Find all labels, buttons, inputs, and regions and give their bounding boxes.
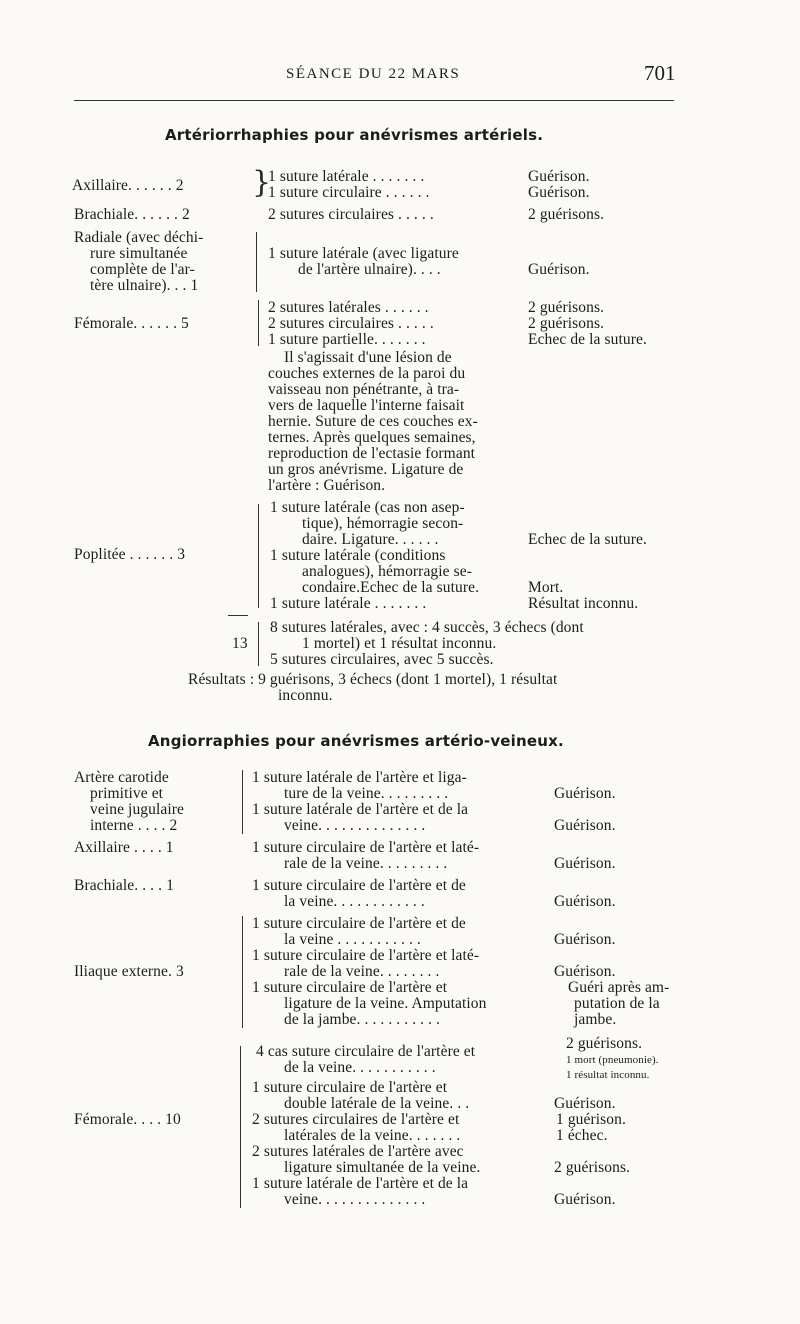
s1-femorale-l2: 2 sutures circulaires . . . . .	[268, 315, 434, 332]
s2-carotide-r4: Guérison.	[554, 817, 616, 834]
s1-total-l2: 1 mortel) et 1 résultat inconnu.	[302, 635, 497, 652]
femorale-note-line: vers de laquelle l'interne faisait	[268, 397, 465, 414]
section2-title: Angiorraphies pour anévrismes artério-veineux.	[148, 732, 564, 750]
brace	[256, 232, 257, 292]
brace	[258, 504, 259, 608]
s1-radiale-l1: 1 suture latérale (avec ligature	[268, 245, 459, 262]
femorale-note-line: vaisseau non pénétrante, à tra-	[268, 381, 460, 398]
s2-brachiale-r2: Guérison.	[554, 893, 616, 910]
s2-iliaque-l5: 1 suture circulaire de l'artère et	[252, 979, 448, 996]
s2-femorale-l7: 2 sutures latérales de l'artère avec	[252, 1143, 464, 1160]
s1-axillaire-r2: Guérison.	[528, 184, 590, 201]
femorale-note-line: hernie. Suture de ces couches ex-	[268, 413, 478, 430]
s2-femorale-l3: 1 suture circulaire de l'artère et	[252, 1079, 448, 1096]
s1-poplitee-l7: 1 suture latérale . . . . . . .	[270, 595, 427, 612]
s1-poplitee-l1: 1 suture latérale (cas non asep-	[270, 499, 465, 516]
s1-femorale-r1: 2 guérisons.	[528, 299, 605, 316]
femorale-note-line: couches externes de la paroi du	[268, 365, 466, 382]
s2-femorale-label: Fémorale. . . . 10	[74, 1111, 181, 1128]
s1-radiale-label: rure simultanée	[90, 245, 188, 262]
s2-femorale-l4: double latérale de la veine. . .	[284, 1095, 470, 1112]
femorale-note-line: reproduction de l'ectasie formant	[268, 445, 476, 462]
s1-poplitee-r3: Echec de la suture.	[528, 531, 647, 548]
brace	[258, 300, 259, 346]
s1-radiale-r2: Guérison.	[528, 261, 590, 278]
s1-axillaire-r1: Guérison.	[528, 168, 590, 185]
section1-title: Artériorrhaphies pour anévrismes artériels.	[165, 126, 544, 144]
s2-brachiale-l1: 1 suture circulaire de l'artère et de	[252, 877, 466, 894]
s2-femorale-r8: 2 guérisons.	[554, 1159, 631, 1176]
s2-brachiale-label: Brachiale. . . . 1	[74, 877, 174, 894]
brace	[240, 1046, 241, 1208]
s2-femorale-r2: 1 mort (pneumonie).	[566, 1054, 659, 1066]
brace	[242, 770, 243, 834]
s1-brachiale-label: Brachiale. . . . . . 2	[74, 206, 190, 223]
s2-carotide-label: veine jugulaire	[90, 801, 185, 818]
s1-femorale-label: Fémorale. . . . . . 5	[74, 315, 189, 332]
brace: }	[252, 165, 272, 200]
s1-radiale-label: tère ulnaire). . . 1	[90, 277, 199, 294]
s1-axillaire-label: Axillaire. . . . . . 2	[72, 177, 184, 194]
s1-resultats-l2: inconnu.	[278, 687, 333, 704]
s2-femorale-r1: 2 guérisons.	[566, 1035, 643, 1052]
s1-poplitee-l3: daire. Ligature. . . . . .	[302, 531, 439, 548]
s2-femorale-l6: latérales de la veine. . . . . . .	[284, 1127, 461, 1144]
s2-iliaque-r5: Guéri après am-	[568, 979, 670, 996]
s2-iliaque-l2: la veine . . . . . . . . . . .	[284, 931, 421, 948]
s1-poplitee-r6: Mort.	[528, 579, 564, 596]
s2-femorale-l8: ligature simultanée de la veine.	[284, 1159, 481, 1176]
s1-radiale-label: complète de l'ar-	[90, 261, 195, 278]
s2-iliaque-r7: jambe.	[574, 1011, 617, 1028]
femorale-note-line: Il s'agissait d'une lésion de	[284, 349, 452, 366]
femorale-note-line: l'artère : Guérison.	[268, 477, 386, 494]
s2-iliaque-l4: rale de la veine. . . . . . . .	[284, 963, 440, 980]
s2-carotide-l1: 1 suture latérale de l'artère et liga-	[252, 769, 467, 786]
s2-femorale-l5: 2 sutures circulaires de l'artère et	[252, 1111, 460, 1128]
s2-femorale-l2: de la veine. . . . . . . . . . .	[284, 1059, 436, 1076]
s2-iliaque-l1: 1 suture circulaire de l'artère et de	[252, 915, 466, 932]
page-number: 701	[644, 61, 676, 85]
s1-resultats-l1: Résultats : 9 guérisons, 3 échecs (dont 1 mortel), 1 résultat	[188, 671, 558, 688]
header-rule	[74, 100, 674, 101]
femorale-note-line: ternes. Après quelques semaines,	[268, 429, 476, 446]
s2-brachiale-l2: la veine. . . . . . . . . . . .	[284, 893, 425, 910]
s2-femorale-r4: Guérison.	[554, 1095, 616, 1112]
s1-poplitee-r7: Résultat inconnu.	[528, 595, 639, 612]
s2-iliaque-r2: Guérison.	[554, 931, 616, 948]
s1-total-l1: 8 sutures latérales, avec : 4 succès, 3 échecs (dont	[270, 619, 584, 636]
s1-radiale-label: Radiale (avec déchi-	[74, 229, 204, 246]
running-header: SÉANCE DU 22 MARS	[286, 66, 461, 82]
s2-femorale-l1: 4 cas suture circulaire de l'artère et	[256, 1043, 476, 1060]
s2-femorale-r10: Guérison.	[554, 1191, 616, 1208]
s2-iliaque-l3: 1 suture circulaire de l'artère et laté-	[252, 947, 480, 964]
s2-iliaque-l6: ligature de la veine. Amputation	[284, 995, 487, 1012]
s2-iliaque-r4: Guérison.	[554, 963, 616, 980]
s2-iliaque-l7: de la jambe. . . . . . . . . . .	[284, 1011, 441, 1028]
s2-carotide-label: primitive et	[90, 785, 164, 802]
s1-femorale-r2: 2 guérisons.	[528, 315, 605, 332]
s1-femorale-l3: 1 suture partielle. . . . . . .	[268, 331, 426, 348]
s2-axillaire-label: Axillaire . . . . 1	[74, 839, 174, 856]
s2-carotide-r2: Guérison.	[554, 785, 616, 802]
brace	[242, 916, 243, 1028]
s2-femorale-r5: 1 guérison.	[556, 1111, 626, 1128]
s2-femorale-l9: 1 suture latérale de l'artère et de la	[252, 1175, 469, 1192]
s2-carotide-l3: 1 suture latérale de l'artère et de la	[252, 801, 469, 818]
s2-axillaire-l2: rale de la veine. . . . . . . . .	[284, 855, 448, 872]
s2-femorale-r3: 1 résultat inconnu.	[566, 1069, 650, 1081]
s1-poplitee-l4: 1 suture latérale (conditions	[270, 547, 446, 564]
femorale-note-line: un gros anévrisme. Ligature de	[268, 461, 464, 478]
s2-carotide-label: interne . . . . 2	[90, 817, 178, 834]
total-rule	[228, 615, 248, 616]
s1-femorale-r3: Echec de la suture.	[528, 331, 647, 348]
s2-iliaque-r6: putation de la	[574, 995, 660, 1012]
s1-poplitee-l5: analogues), hémorragie se-	[302, 563, 473, 580]
s1-axillaire-l2: 1 suture circulaire . . . . . .	[268, 184, 430, 201]
brace	[258, 622, 259, 666]
s2-femorale-l10: veine. . . . . . . . . . . . . .	[284, 1191, 426, 1208]
s1-poplitee-l2: tique), hémorragie secon-	[302, 515, 464, 532]
s1-axillaire-l1: 1 suture latérale . . . . . . .	[268, 168, 425, 185]
s1-total-number: 13	[232, 635, 248, 652]
s1-total-l3: 5 sutures circulaires, avec 5 succès.	[270, 651, 494, 668]
s1-brachiale-l1: 2 sutures circulaires . . . . .	[268, 206, 434, 223]
s2-carotide-l2: ture de la veine. . . . . . . . .	[284, 785, 449, 802]
s2-carotide-label: Artère carotide	[74, 769, 169, 786]
s2-carotide-l4: veine. . . . . . . . . . . . . .	[284, 817, 426, 834]
s2-axillaire-l1: 1 suture circulaire de l'artère et laté-	[252, 839, 480, 856]
s1-poplitee-label: Poplitée . . . . . . 3	[74, 546, 186, 563]
s2-iliaque-label: Iliaque externe. 3	[74, 963, 184, 980]
s1-radiale-l2: de l'artère ulnaire). . . .	[298, 261, 441, 278]
s2-axillaire-r2: Guérison.	[554, 855, 616, 872]
s1-femorale-l1: 2 sutures latérales . . . . . .	[268, 299, 429, 316]
s2-femorale-r6: 1 échec.	[556, 1127, 608, 1144]
s1-poplitee-l6: condaire.Echec de la suture.	[302, 579, 480, 596]
s1-brachiale-r1: 2 guérisons.	[528, 206, 605, 223]
